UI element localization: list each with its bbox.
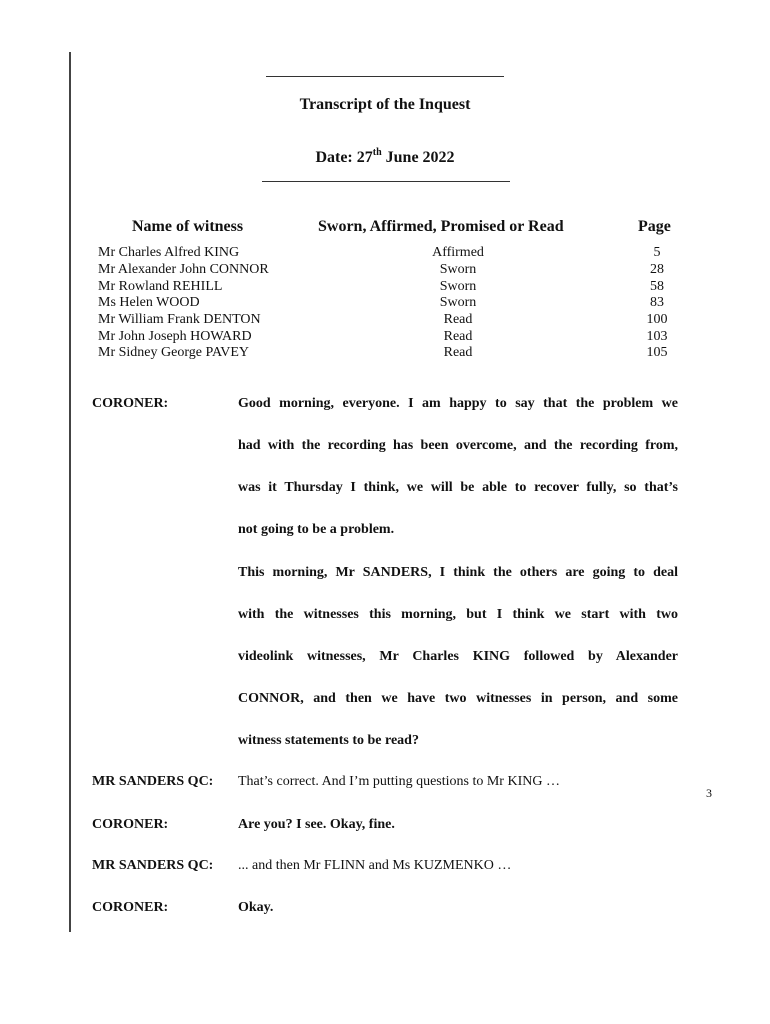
transcript-line: Okay. — [238, 900, 274, 915]
witness-page: 105 — [646, 345, 668, 360]
transcript-line: CONNOR, and then we have two witnesses in person, and some — [238, 691, 678, 706]
document-title: Transcript of the Inquest — [299, 96, 471, 113]
transcript-line: Are you? I see. Okay, fine. — [238, 817, 395, 832]
speaker-label: MR SANDERS QC: — [92, 774, 214, 789]
top-divider — [268, 76, 504, 77]
col-header-page: Page — [638, 218, 671, 235]
col-header-type: Sworn, Affirmed, Promised or Read — [318, 218, 564, 235]
witness-page: 28 — [650, 262, 664, 277]
transcript-line: was it Thursday I think, we will be able to recover fully, so that’s — [238, 480, 678, 495]
page-number: 3 — [706, 786, 712, 800]
witness-page: 100 — [646, 312, 668, 327]
table-row — [0, 245, 770, 262]
witness-name: Mr Charles Alfred KING — [98, 245, 240, 260]
witness-name: Ms Helen WOOD — [98, 295, 200, 310]
witness-page: 83 — [650, 295, 664, 310]
header-divider — [262, 181, 510, 182]
witness-page: 58 — [650, 279, 664, 294]
witness-type: Sworn — [439, 295, 477, 310]
witness-name: Mr Sidney George PAVEY — [98, 345, 250, 360]
transcript-line: witness statements to be read? — [238, 733, 419, 748]
table-row — [0, 262, 770, 279]
transcript-line: videolink witnesses, Mr Charles KING followed by Alexander — [238, 649, 678, 664]
witness-type: Read — [443, 329, 473, 344]
witness-type: Affirmed — [432, 245, 484, 260]
speaker-label: CORONER: — [92, 900, 169, 915]
table-row — [0, 329, 770, 346]
witness-type: Sworn — [439, 279, 477, 294]
witness-type: Read — [443, 312, 473, 327]
transcript-line: with the witnesses this morning, but I think we start with two — [238, 607, 678, 622]
witness-name: Mr Rowland REHILL — [98, 279, 223, 294]
transcript-line: That’s correct. And I’m putting questions to Mr KING … — [238, 774, 560, 789]
witness-page: 103 — [646, 329, 668, 344]
transcript-line: had with the recording has been overcome, and the recording from, — [238, 438, 678, 453]
speaker-label: MR SANDERS QC: — [92, 858, 214, 873]
left-margin-rule — [69, 52, 71, 932]
table-row — [0, 279, 770, 296]
transcript-line: ... and then Mr FLINN and Ms KUZMENKO … — [238, 858, 512, 873]
table-row — [0, 295, 770, 312]
witness-type: Sworn — [439, 262, 477, 277]
table-row — [0, 312, 770, 329]
speaker-label: CORONER: — [92, 396, 169, 411]
transcript-line: This morning, Mr SANDERS, I think the others are going to deal — [238, 565, 678, 580]
col-header-name: Name of witness — [132, 218, 244, 235]
witness-name: Mr Alexander John CONNOR — [98, 262, 269, 277]
witness-page: 5 — [653, 245, 661, 260]
document-date: Date: 27th June 2022 — [315, 147, 455, 166]
witness-name: Mr John Joseph HOWARD — [98, 329, 252, 344]
speaker-label: CORONER: — [92, 817, 169, 832]
witness-name: Mr William Frank DENTON — [98, 312, 261, 327]
transcript-line: Good morning, everyone. I am happy to say that the problem we — [238, 396, 678, 411]
transcript-line: not going to be a problem. — [238, 522, 395, 537]
witness-type: Read — [443, 345, 473, 360]
table-row — [0, 345, 770, 362]
